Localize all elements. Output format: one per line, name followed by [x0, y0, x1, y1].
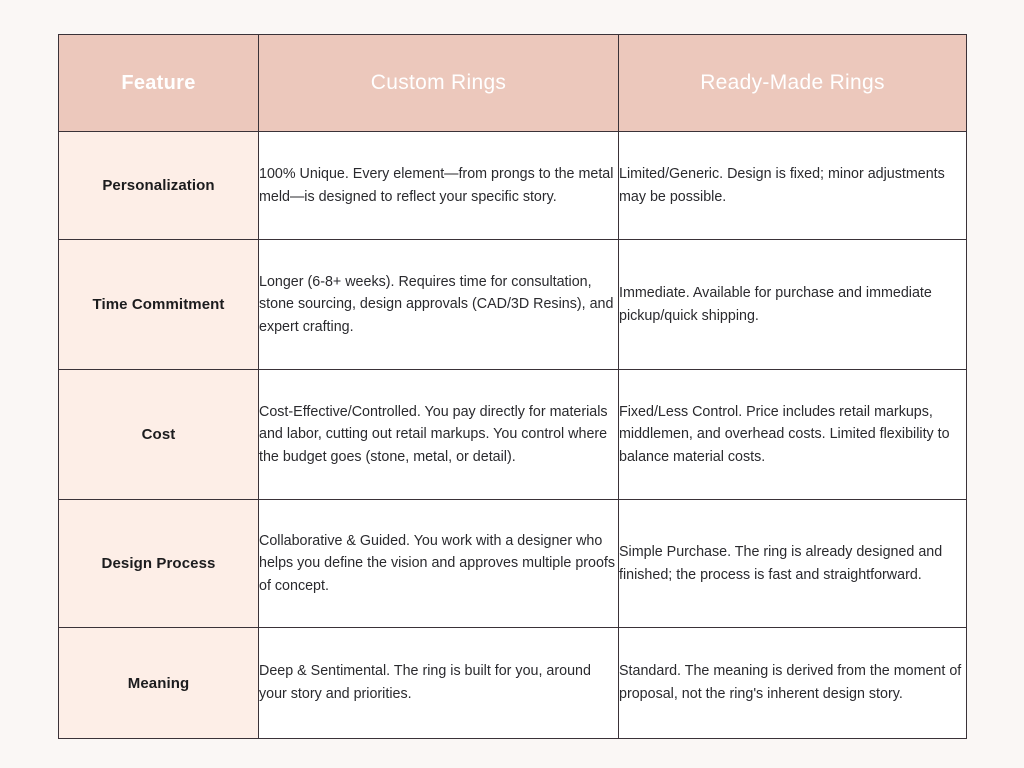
table-row [59, 500, 967, 628]
table-body [59, 132, 967, 739]
ready-made-rings-time-commitment: Immediate. Available for purchase and immediate pickup/quick shipping. [619, 240, 967, 370]
ready-made-rings-design-process: Simple Purchase. The ring is already designed and finished; the process is fast and straightforward. [619, 500, 967, 628]
feature-label-meaning: Meaning [59, 628, 259, 739]
custom-rings-cost: Cost-Effective/Controlled. You pay directly for materials and labor, cutting out retail markups. You control where the budget goes (stone, metal, or detail). [259, 370, 619, 500]
table-header [59, 35, 967, 132]
feature-label-time-commitment: Time Commitment [59, 240, 259, 370]
column-header-custom-rings: Custom Rings [259, 35, 619, 132]
feature-label-design-process: Design Process [59, 500, 259, 628]
feature-label-cost: Cost [59, 370, 259, 500]
column-header-feature: Feature [59, 35, 259, 132]
custom-rings-personalization: 100% Unique. Every element—from prongs to the metal meld—is designed to reflect your specific story. [259, 132, 619, 240]
custom-rings-time-commitment: Longer (6-8+ weeks). Requires time for consultation, stone sourcing, design approvals (CAD/3D Resins), and expert crafting. [259, 240, 619, 370]
table-row [59, 370, 967, 500]
custom-rings-meaning: Deep & Sentimental. The ring is built for you, around your story and priorities. [259, 628, 619, 739]
table-row [59, 628, 967, 739]
table-row [59, 240, 967, 370]
table-header-row [59, 35, 967, 132]
custom-rings-design-process: Collaborative & Guided. You work with a designer who helps you define the vision and approves multiple proofs of concept. [259, 500, 619, 628]
comparison-table [58, 34, 967, 739]
ready-made-rings-personalization: Limited/Generic. Design is fixed; minor adjustments may be possible. [619, 132, 967, 240]
table-row [59, 132, 967, 240]
ready-made-rings-cost: Fixed/Less Control. Price includes retail markups, middlemen, and overhead costs. Limited flexibility to balance material costs. [619, 370, 967, 500]
column-header-ready-made-rings: Ready-Made Rings [619, 35, 967, 132]
feature-label-personalization: Personalization [59, 132, 259, 240]
ready-made-rings-meaning: Standard. The meaning is derived from the moment of proposal, not the ring's inherent design story. [619, 628, 967, 739]
